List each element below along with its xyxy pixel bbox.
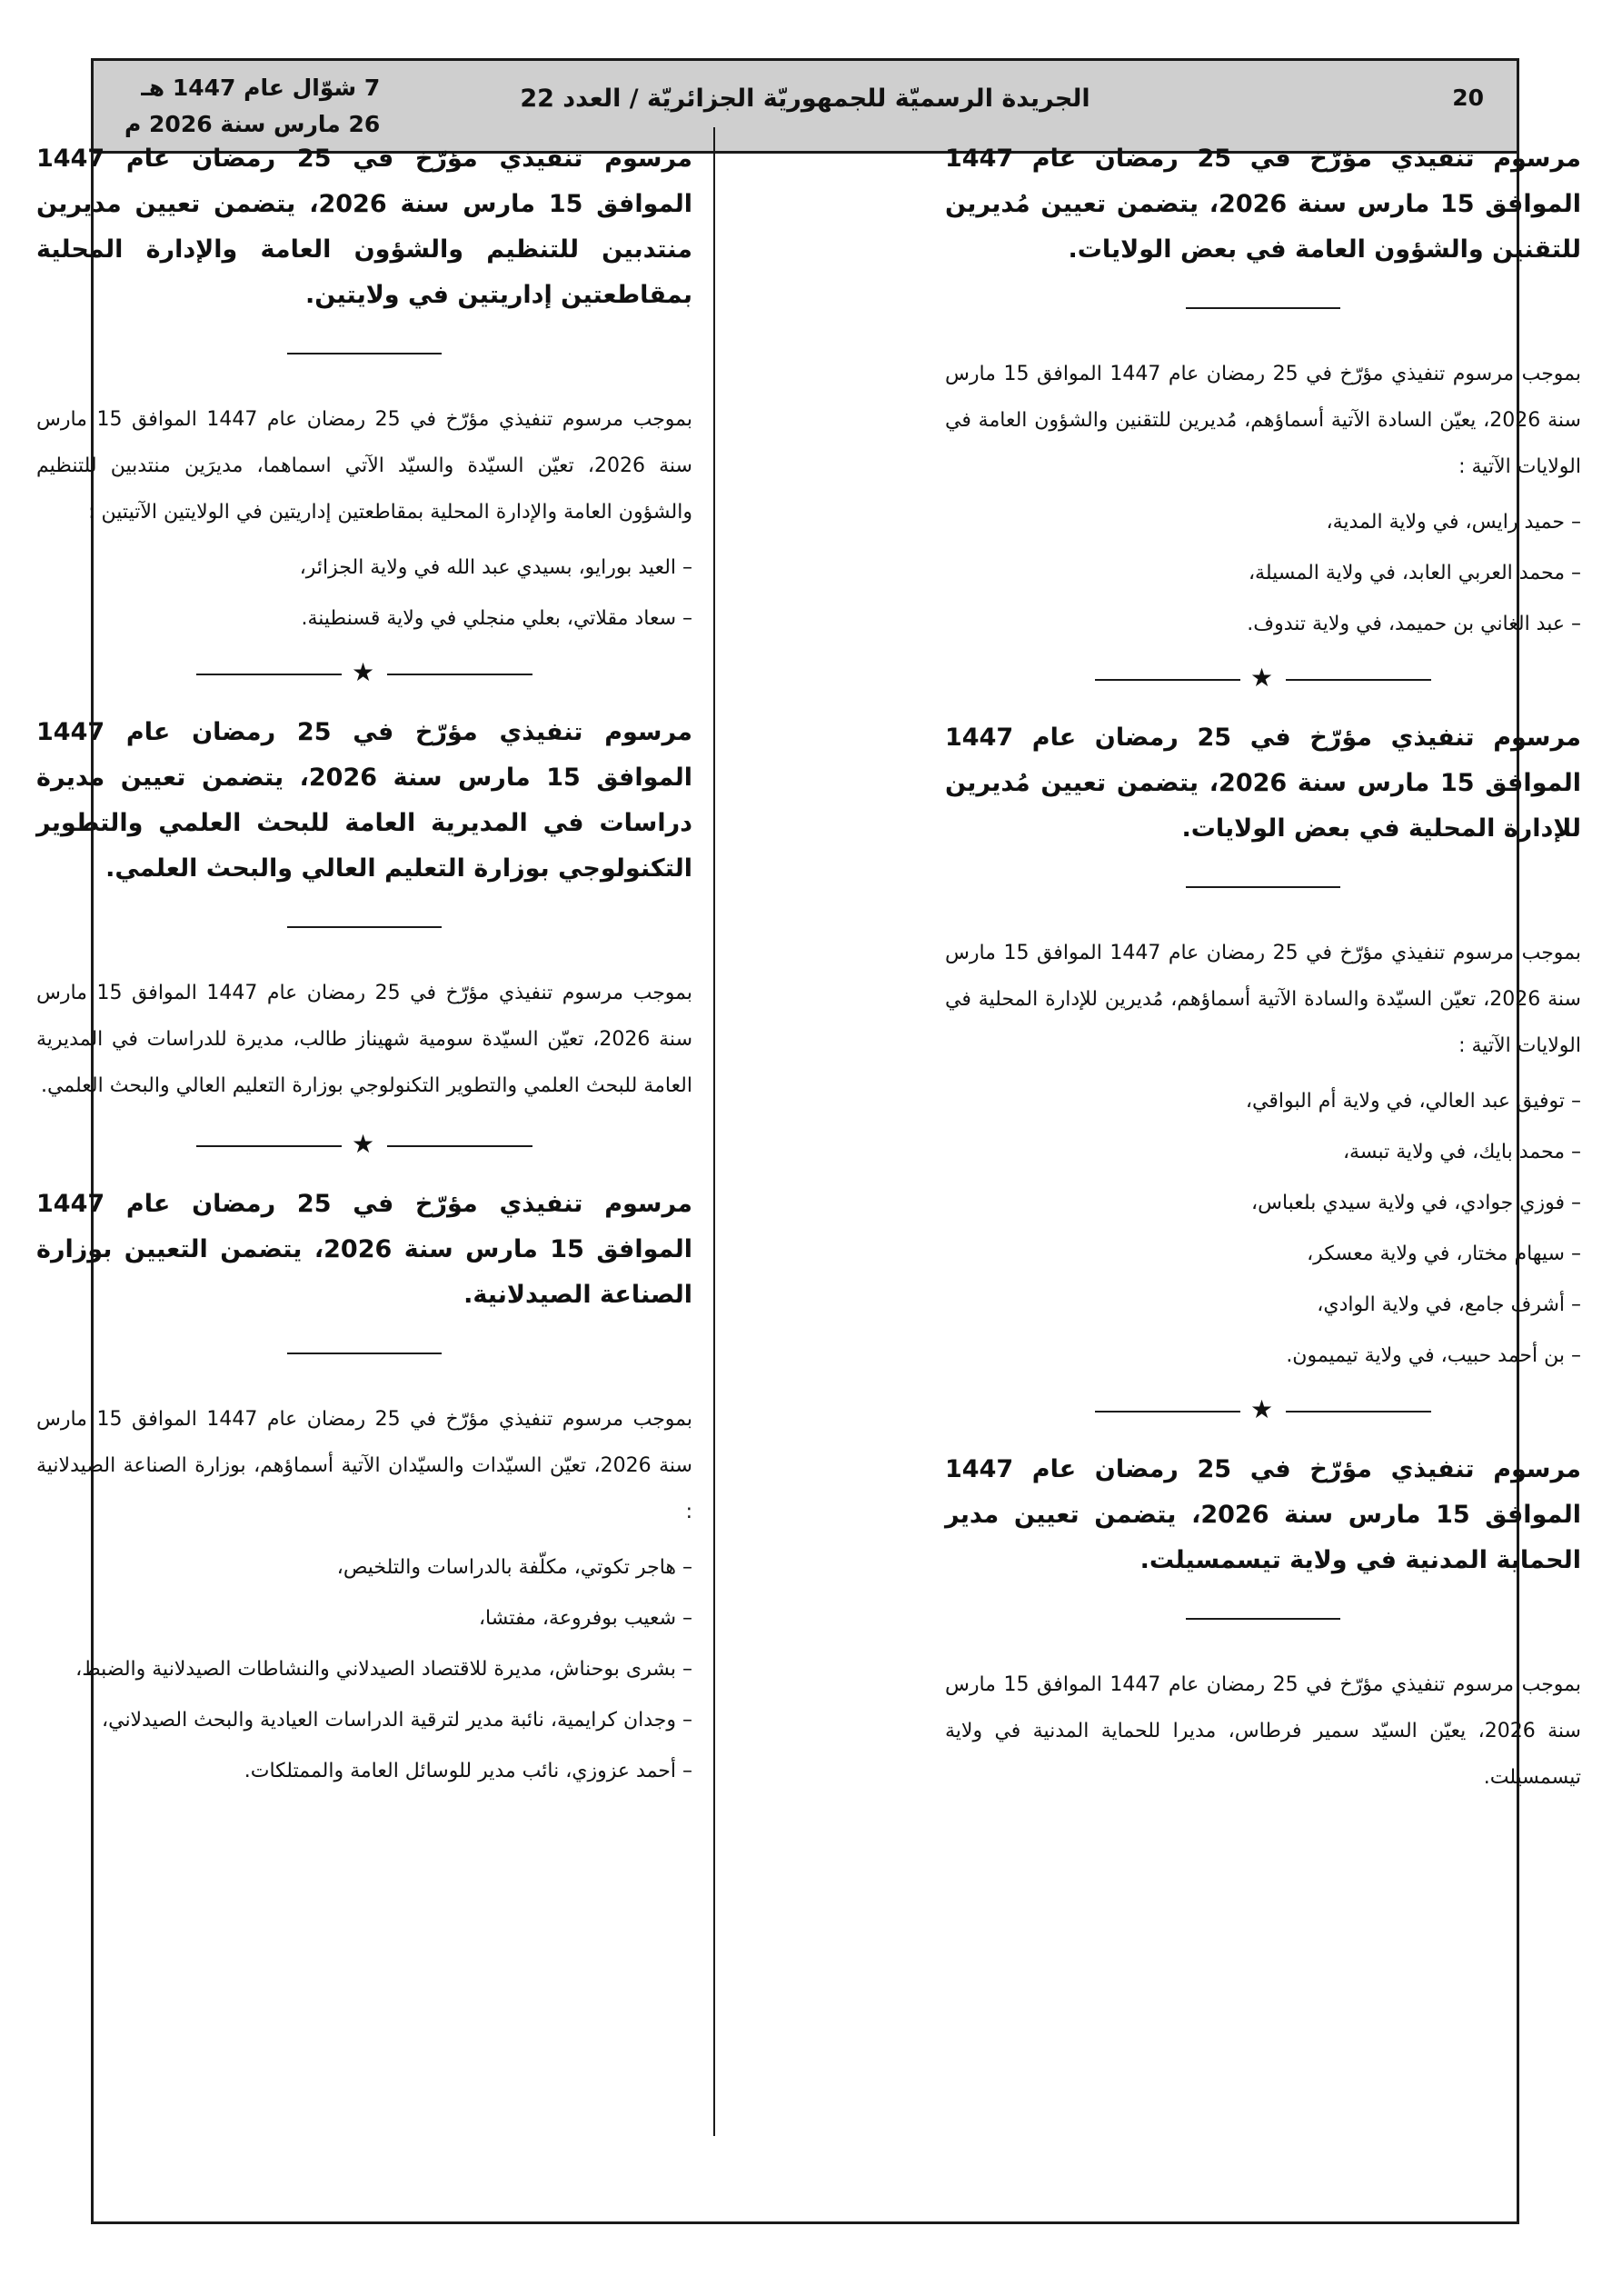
- list-item: – محمد بايك، في ولاية تبسة،: [1342, 1141, 1581, 1163]
- star-separator: [945, 1394, 1581, 1425]
- decree-research-director: [36, 710, 692, 1109]
- decree-local-admin: [945, 715, 1581, 1374]
- list-item: – العيد بورايو، بسيدي عبد الله في ولاية الجزائر،: [299, 556, 692, 579]
- separator-line: [1186, 886, 1340, 888]
- list-item: – توفيق عبد العالي، في ولاية أم البواقي،: [1245, 1090, 1581, 1113]
- separator-line: [287, 1353, 442, 1354]
- list-item: – بشرى بوحناش، مديرة للاقتصاد الصيدلاني والنشاطات الصيدلانية والضبط،: [75, 1658, 692, 1681]
- star-icon: ★: [352, 657, 375, 687]
- decree-delegate-directors: [36, 136, 692, 637]
- list-item: – وجدان كرايمية، نائبة مدير لترقية الدراسات العيادية والبحث الصيدلاني،: [102, 1709, 692, 1732]
- decree-body: بموجب مرسوم تنفيذي مؤرّخ في 25 رمضان عام 1447 الموافق 15 مارس سنة 2026، تعيّن السيّدات والسيّدان الآتية أسماؤهم، بوزارة الصناعة الصيدلانية :: [36, 1408, 692, 1523]
- date-hijri: 7 شوّال عام 1447 هـ: [141, 75, 381, 101]
- star-icon: ★: [352, 1129, 375, 1159]
- list-item: – شعيب بوفروعة، مفتشا،: [478, 1607, 692, 1630]
- date-gregorian: 26 مارس سنة 2026 م: [124, 111, 381, 137]
- decree-title: مرسوم تنفيذي مؤرّخ في 25 رمضان عام 1447 الموافق 15 مارس سنة 2026، يتضمن تعيين مديرة دراسات في المديرية العامة للبحث العلمي والتطوير التكنولوجي بوزارة التعليم العالي والبحث العلمي.: [36, 718, 693, 883]
- list-item: – سيهام مختار، في ولاية معسكر،: [1307, 1243, 1581, 1265]
- list-item: – سعاد مقلاتي، بعلي منجلي في ولاية قسنطينة.: [301, 607, 692, 630]
- decree-body: بموجب مرسوم تنفيذي مؤرّخ في 25 رمضان عام 1447 الموافق 15 مارس سنة 2026، تعيّن السيّدة سومية شهيناز طالب، مديرة للدراسات في المديرية العامة للبحث العلمي والتطوير التكنولوجي بوزارة التعليم العالي والبحث العلمي.: [36, 982, 692, 1097]
- list-item: – هاجر تكوتي، مكلّفة بالدراسات والتلخيص،: [336, 1556, 692, 1579]
- star-separator: [36, 657, 692, 688]
- separator-line: [1186, 1618, 1340, 1620]
- decree-title: مرسوم تنفيذي مؤرّخ في 25 رمضان عام 1447 الموافق 15 مارس سنة 2026، يتضمن تعيين مُديرين للإدارة المحلية في بعض الولايات.: [945, 724, 1582, 843]
- decree-title: مرسوم تنفيذي مؤرّخ في 25 رمضان عام 1447 الموافق 15 مارس سنة 2026، يتضمن تعيين مديرين منتدبين للتنظيم والشؤون العامة والإدارة المحلية بمقاطعتين إداريتين في ولايتين.: [36, 145, 692, 309]
- list-item: – بن أحمد حبيب، في ولاية تيميمون.: [1286, 1344, 1581, 1367]
- separator-line: [287, 353, 442, 354]
- list-item: – أشرف جامع، في ولاية الوادي،: [1317, 1293, 1581, 1316]
- decree-body: بموجب مرسوم تنفيذي مؤرّخ في 25 رمضان عام 1447 الموافق 15 مارس سنة 2026، تعيّن السيّدة والسادة الآتية أسماؤهم، مُديرين للإدارة المحلية في الولايات الآتية :: [945, 942, 1581, 1057]
- decree-pharma-industry: [36, 1182, 692, 1790]
- decree-body: بموجب مرسوم تنفيذي مؤرّخ في 25 رمضان عام 1447 الموافق 15 مارس سنة 2026، يعيّن السادة الآتية أسماؤهم، مُديرين للتقنين والشؤون العامة في الولايات الآتية :: [945, 363, 1581, 478]
- header-date: [124, 70, 380, 143]
- decree-title: مرسوم تنفيذي مؤرّخ في 25 رمضان عام 1447 الموافق 15 مارس سنة 2026، يتضمن تعيين مدير الحماية المدنية في ولاية تيسمسيلت.: [945, 1455, 1581, 1574]
- decree-body: بموجب مرسوم تنفيذي مؤرّخ في 25 رمضان عام 1447 الموافق 15 مارس سنة 2026، يعيّن السيّد سمير فرطاس، مديرا للحماية المدنية في ولاية تيسمسيلت.: [945, 1673, 1581, 1789]
- page-number: 20: [1452, 85, 1484, 111]
- star-separator: [945, 663, 1581, 694]
- decree-title: مرسوم تنفيذي مؤرّخ في 25 رمضان عام 1447 الموافق 15 مارس سنة 2026، يتضمن تعيين مُديرين للتقنين والشؤون العامة في بعض الولايات.: [945, 145, 1582, 264]
- star-icon: ★: [1250, 1394, 1274, 1424]
- decree-civil-protection: [945, 1447, 1581, 1801]
- decree-title: مرسوم تنفيذي مؤرّخ في 25 رمضان عام 1447 الموافق 15 مارس سنة 2026، يتضمن التعيين بوزارة الصناعة الصيدلانية.: [36, 1190, 693, 1309]
- right-column: [945, 136, 1581, 1801]
- gazette-title: الجريدة الرسميّة للجمهوريّة الجزائريّة / العدد 22: [520, 85, 1090, 113]
- decree-tech-affairs: [945, 136, 1581, 643]
- list-item: – فوزي جوادي، في ولاية سيدي بلعباس،: [1251, 1192, 1581, 1214]
- star-icon: ★: [1250, 663, 1274, 693]
- decree-body: بموجب مرسوم تنفيذي مؤرّخ في 25 رمضان عام 1447 الموافق 15 مارس سنة 2026، تعيّن السيّدة والسيّد الآتي اسماهما، مديرَين منتدبين للتنظيم والشؤون العامة والإدارة المحلية بمقاطعتين إداريتين في الولايتين الآتيتين :: [36, 408, 692, 524]
- list-item: – أحمد عزوزي، نائب مدير للوسائل العامة والممتلكات.: [244, 1760, 692, 1782]
- left-column: [36, 136, 692, 1801]
- column-divider: [713, 127, 715, 2136]
- list-item: – عبد الغاني بن حميمد، في ولاية تندوف.: [1247, 613, 1581, 635]
- list-item: – محمد العربي العابد، في ولاية المسيلة،: [1248, 562, 1581, 584]
- separator-line: [1186, 307, 1340, 309]
- list-item: – حميد رايس، في ولاية المدية،: [1326, 511, 1581, 534]
- separator-line: [287, 926, 442, 928]
- star-separator: [36, 1129, 692, 1160]
